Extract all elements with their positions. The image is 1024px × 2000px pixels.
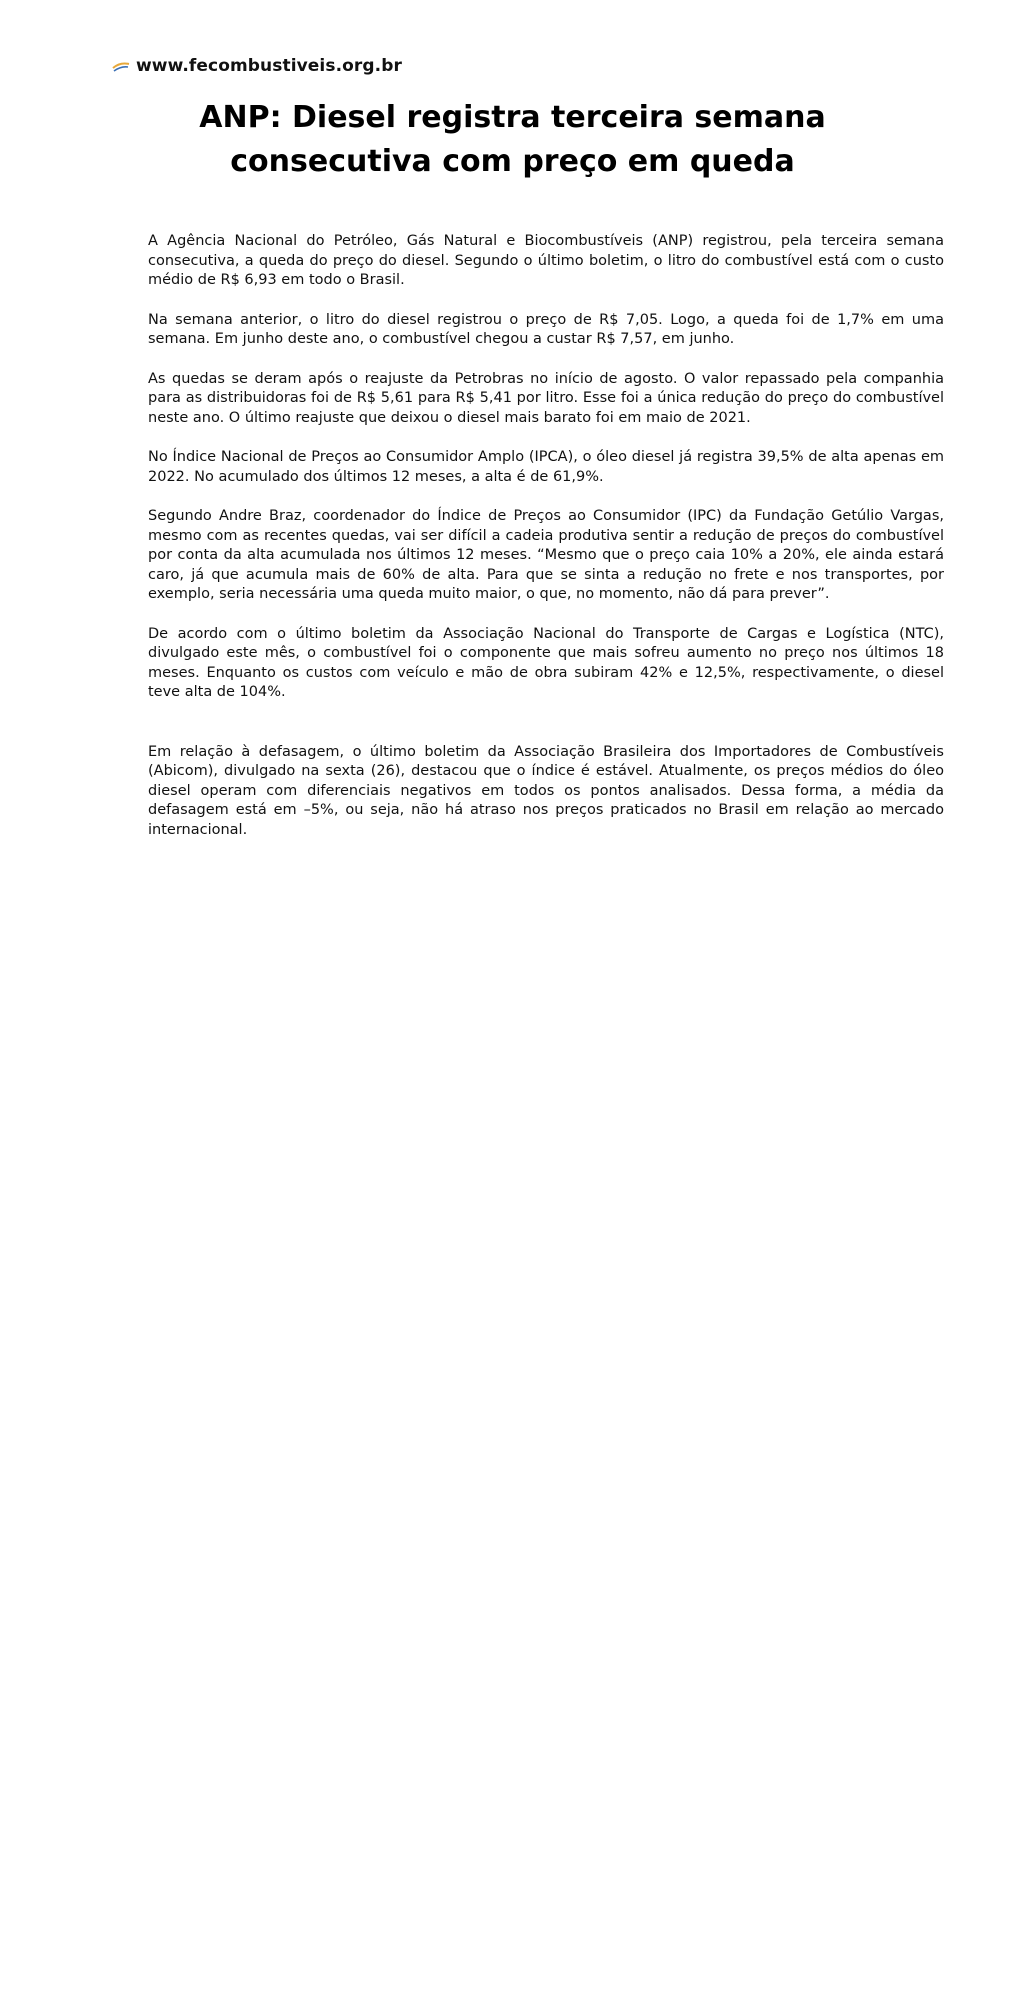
paragraph-6: De acordo com o último boletim da Associação Nacional do Transporte de Cargas e Logística (NTC), divulgado este mês, o combustível foi o componente que mais sofreu aumento no preço nos últimos 18 meses. Enquanto os custos com veículo e mão de obra subiram 42% e 12,5%, respectivamente, o diesel teve alta de 104%. — [148, 625, 944, 700]
paragraph-5: Segundo Andre Braz, coordenador do Índice de Preços ao Consumidor (IPC) da Fundação Getúlio Vargas, mesmo com as recentes quedas, vai ser difícil a cadeia produtiva sentir a redução de preços do combustível por conta da alta acumulada nos últimos 12 meses. “Mesmo que o preço caia 10% a 20%, ele ainda estará caro, já que acumula mais de 60% de alta. Para que se sinta a redução no frete e nos transportes, por exemplo, seria necessária uma queda muito maior, o que, no momento, não dá para prever”. — [148, 508, 944, 602]
article-body — [148, 232, 944, 860]
paragraph-1: A Agência Nacional do Petróleo, Gás Natural e Biocombustíveis (ANP) registrou, pela terceira semana consecutiva, a queda do preço do diesel. Segundo o último boletim, o litro do combustível está com o custo médio de R$ 6,93 em todo o Brasil. — [148, 233, 944, 288]
paragraph-7: Em relação à defasagem, o último boletim da Associação Brasileira dos Importadores de Combustíveis (Abicom), divulgado na sexta (26), destacou que o índice é estável. Atualmente, os preços médios do óleo diesel operam com diferenciais negativos em todos os pontos analisados. Dessa forma, a média da defasagem está em –5%, ou seja, não há atraso nos preços praticados no Brasil em relação ao mercado internacional. — [148, 743, 944, 838]
fecombustiveis-logo-icon — [112, 60, 130, 72]
paragraph-2: Na semana anterior, o litro do diesel registrou o preço de R$ 7,05. Logo, a queda foi de 1,7% em uma semana. Em junho deste ano, o combustível chegou a custar R$ 7,57, em junho. — [148, 311, 944, 347]
article-title: ANP: Diesel registra terceira semana consecutiva com preço em queda — [199, 100, 826, 179]
paragraph-4: No Índice Nacional de Preços ao Consumidor Amplo (IPCA), o óleo diesel já registra 39,5% de alta apenas em 2022. No acumulado dos últimos 12 meses, a alta é de 61,9%. — [148, 449, 944, 485]
site-header — [112, 52, 402, 80]
paragraph-3: As quedas se deram após o reajuste da Petrobras no início de agosto. O valor repassado pela companhia para as distribuidoras foi de R$ 5,61 para R$ 5,41 por litro. Esse foi a única redução do preço do combustível neste ano. O último reajuste que deixou o diesel mais barato foi em maio de 2021. — [148, 370, 944, 426]
site-url[interactable]: www.fecombustiveis.org.br — [136, 56, 402, 76]
